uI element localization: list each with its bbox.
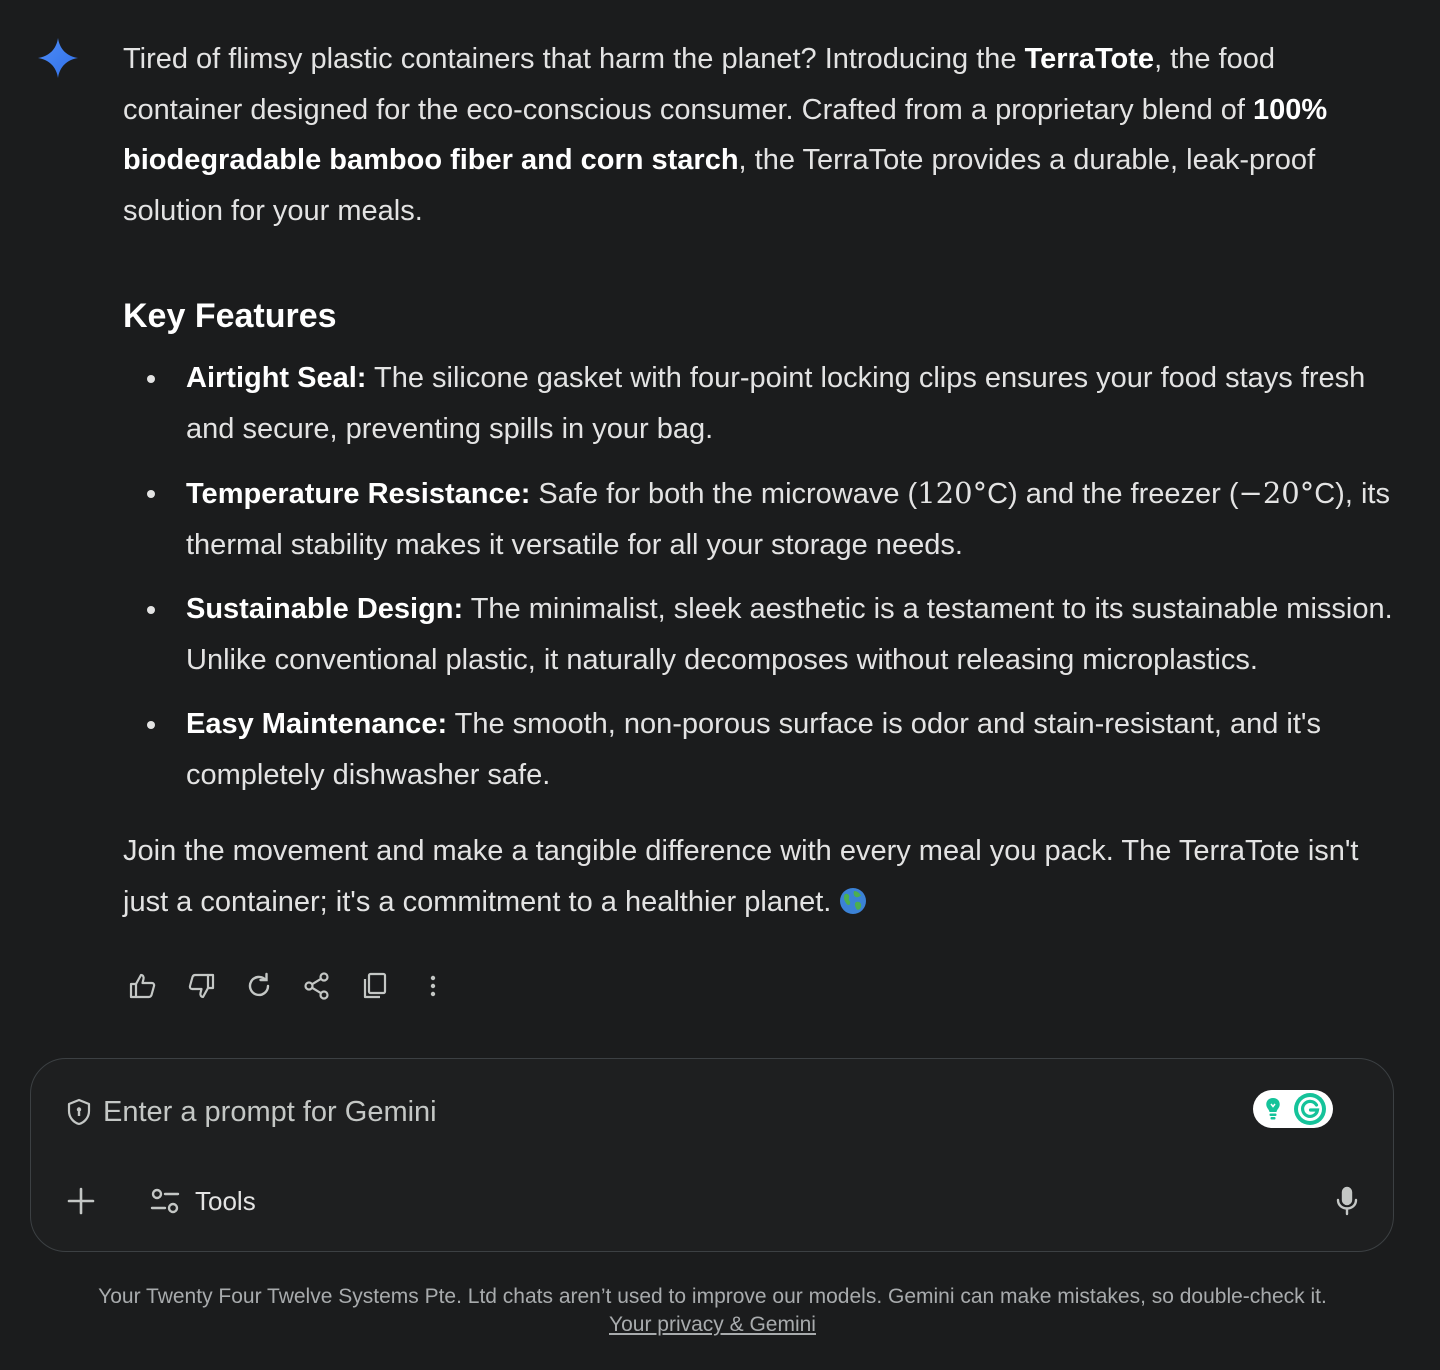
closing-paragraph [123,826,1398,927]
copy-icon [359,970,391,1002]
gemini-sparkle-icon [36,36,80,80]
globe-emoji-icon [839,887,867,915]
intro-paragraph [123,34,1398,236]
thumbs-down-icon [185,970,217,1002]
grammarly-lightbulb-icon [1257,1093,1289,1125]
thumbs-up-icon [127,970,159,1002]
plus-icon [65,1185,97,1217]
closing-text: Join the movement and make a tangible difference with every meal you pack. The TerraTote isn't just a container; it's a commitment to a healthier planet. [123,835,1359,918]
feature-text: The minimalist, sleek aesthetic is a testament to its sustainable mission. Unlike conventional plastic, it naturally decomposes without releasing microplastics. [186,593,1393,676]
tools-label: Tools [195,1185,256,1216]
more-options-button[interactable] [413,966,453,1006]
feature-title: Airtight Seal: [186,362,367,394]
share-icon [301,970,333,1002]
feature-text: C), its thermal stability makes it versatile for all your storage needs. [186,478,1390,561]
feature-title: Sustainable Design: [186,593,464,625]
thumbs-up-button[interactable] [123,966,163,1006]
tools-sliders-icon [149,1185,181,1217]
grammarly-widget[interactable] [1253,1090,1333,1128]
prompt-input[interactable] [101,1089,1205,1135]
regenerate-icon [243,970,275,1002]
feature-text: Safe for both the microwave ( [530,478,918,510]
material-highlight: 100% biodegradable bamboo fiber and corn starch [123,93,1328,176]
feature-title: Easy Maintenance: [186,708,448,740]
share-button[interactable] [297,966,337,1006]
list-item [123,468,1398,570]
feature-title: Temperature Resistance: [186,478,531,510]
tools-button[interactable] [149,1181,256,1221]
regenerate-button[interactable] [239,966,279,1006]
grammarly-g-icon [1293,1092,1327,1126]
intro-text-1: Tired of flimsy plastic containers that harm the planet? Introducing the [123,43,1025,75]
list-item [123,584,1398,685]
add-attachment-button[interactable] [61,1181,101,1221]
more-vert-icon [417,970,449,1002]
brand-name: TerraTote [1024,43,1155,75]
footer-disclaimer [0,1283,1425,1339]
thumbs-down-button[interactable] [181,966,221,1006]
copy-button[interactable] [355,966,395,1006]
disclaimer-text: Your Twenty Four Twelve Systems Pte. Ltd chats aren’t used to improve our models. Gemini can make mistakes, so double-check it. [98,1285,1327,1308]
shield-icon [65,1097,93,1127]
microphone-button[interactable] [1327,1181,1367,1221]
features-list [123,353,1398,800]
privacy-link[interactable]: Your privacy & Gemini [609,1313,816,1336]
math-temp-hot: 120° [917,476,988,510]
microphone-icon [1331,1185,1363,1217]
features-heading: Key Features [123,297,337,335]
feature-text: The smooth, non-porous surface is odor and stain-resistant, and it's completely dishwasher safe. [186,708,1321,791]
prompt-box [30,1058,1394,1252]
math-temp-cold: −20° [1238,476,1315,510]
response-actions [123,966,453,1006]
feature-text: The silicone gasket with four-point locking clips ensures your food stays fresh and secure, preventing spills in your bag. [186,362,1366,445]
response-body [123,34,1398,927]
feature-text: C) and the freezer ( [987,478,1239,510]
list-item [123,699,1398,800]
intro-text-2: , the food container designed for the eco-conscious consumer. Crafted from a proprietary blend of [123,43,1275,126]
list-item [123,353,1398,454]
intro-text-3: , the TerraTote provides a durable, leak-proof solution for your meals. [123,144,1316,227]
